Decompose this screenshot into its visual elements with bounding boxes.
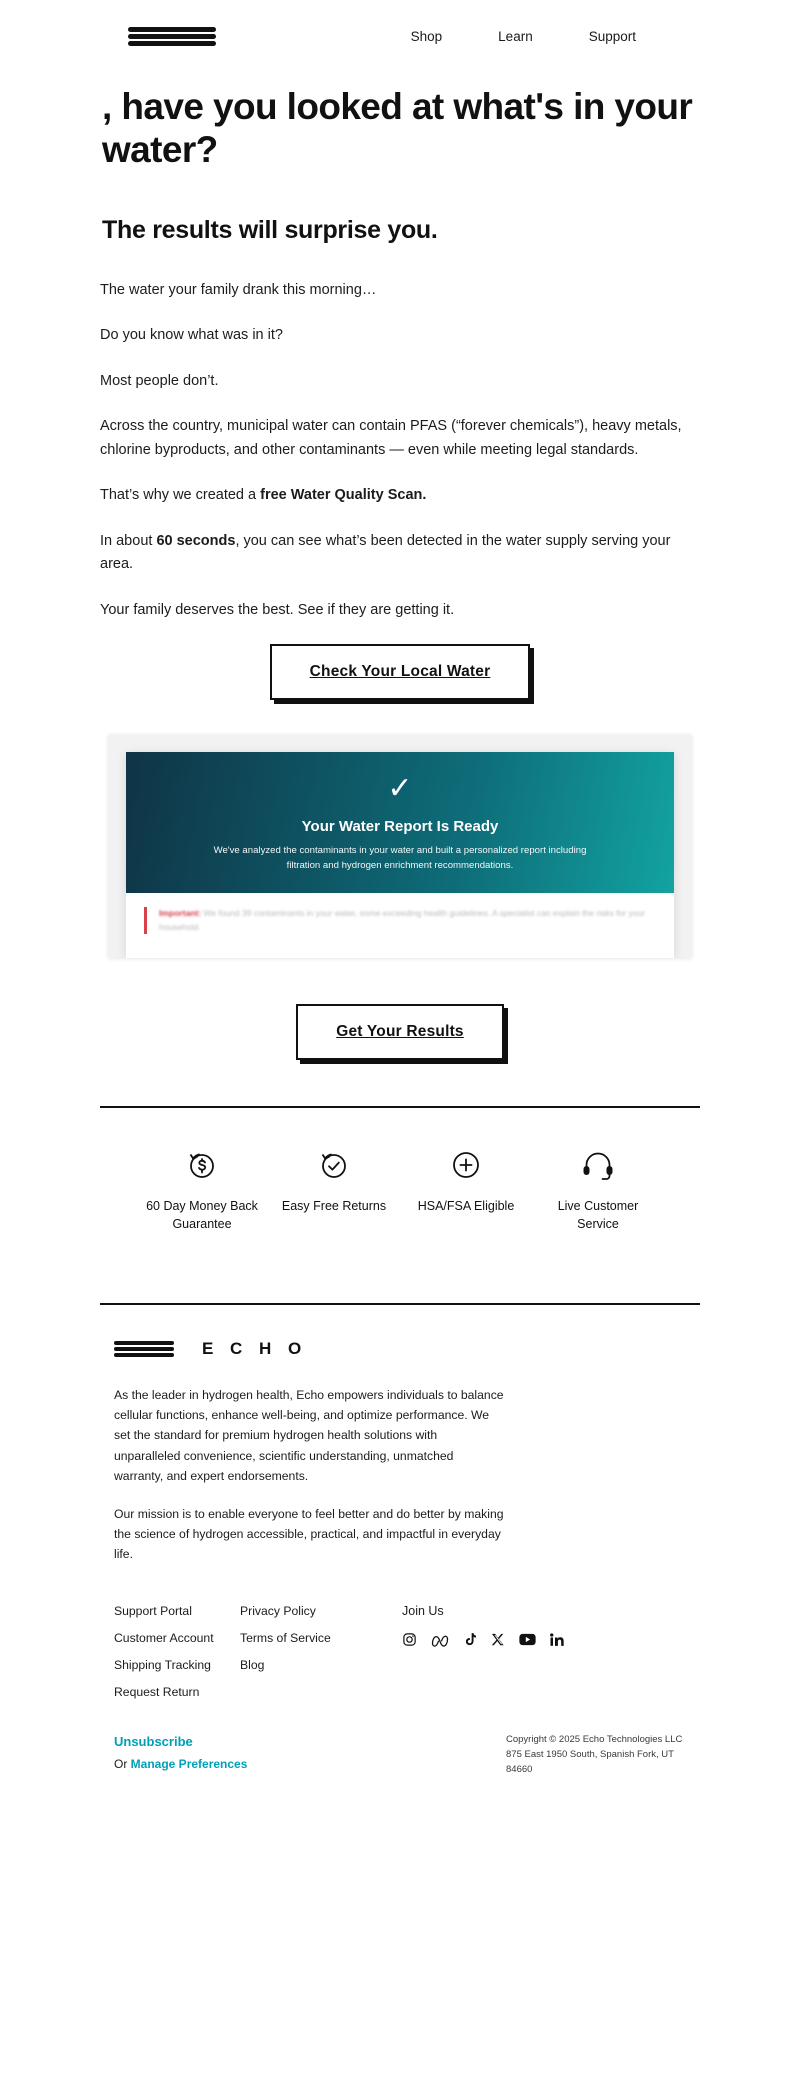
unsubscribe-block [114,1733,414,1771]
social-icons [402,1632,565,1649]
paragraph-6-post: , you can see what’s been detected in the water supply serving your area. [100,532,671,573]
footer-link-request-return[interactable]: Request Return [114,1685,200,1700]
copyright-block [506,1733,686,1777]
or-text: Or [114,1757,131,1772]
benefit-label: HSA/FSA Eligible [417,1199,515,1214]
social-column [402,1604,565,1699]
x-twitter-icon[interactable] [491,1633,505,1649]
benefit-returns [274,1144,394,1233]
report-alert [126,893,674,950]
nav-item-shop[interactable]: Shop [410,28,443,44]
footer-link-blog[interactable]: Blog [240,1658,265,1673]
page-subtitle: The results will surprise you. [102,215,438,244]
instagram-icon[interactable] [402,1632,417,1649]
benefit-money-back [142,1144,262,1233]
main-nav [411,29,636,44]
paragraph-6-emphasis: 60 seconds [156,532,236,549]
hero-section [100,64,700,245]
footer-link-terms-of-service[interactable]: Terms of Service [240,1631,331,1646]
report-subtitle: We've analyzed the contaminants in your water and built a personalized report including filtration and hydrogen enrichment recommendations. [213,845,587,871]
benefit-label: 60 Day Money Back Guarantee [146,1199,258,1231]
paragraph-3: Most people don’t. [100,372,219,389]
alert-label: Important: [159,907,202,918]
about-paragraph-2: Our mission is to enable everyone to feel better and do better by making the science of hydrogen accessible, practical, and impactful in everyday life. [114,1506,504,1562]
report-preview [100,734,700,958]
footer-wave-1 [114,1341,174,1345]
footer [100,1305,700,1777]
hsa-plus-icon [406,1144,526,1186]
footer-link-shipping-tracking[interactable]: Shipping Tracking [114,1658,211,1673]
company-address: 875 East 1950 South, Spanish Fork, UT 84660 [506,1748,674,1775]
paragraph-6 [100,530,700,577]
check-local-water-button[interactable]: Check Your Local Water [270,644,531,700]
echo-wave-logo[interactable] [128,22,218,50]
secondary-cta-wrap [296,1004,504,1060]
copyright-text: Copyright © 2025 Echo Technologies LLC [506,1734,683,1746]
tiktok-icon[interactable] [463,1632,477,1649]
benefit-customer-service [538,1144,658,1233]
youtube-icon[interactable] [519,1633,536,1648]
paragraph-5-emphasis: free Water Quality Scan. [260,487,427,504]
logo-wave-2 [128,34,216,39]
benefit-label: Easy Free Returns [281,1199,387,1214]
footer-logo-icon [114,1341,176,1357]
footer-links-column-1 [114,1604,240,1699]
footer-wordmark: E C H O [202,1339,308,1359]
check-icon: ✓ [387,772,413,806]
paragraph-5-pre: That’s why we created a [100,487,261,504]
alert-body [159,907,654,934]
footer-link-customer-account[interactable]: Customer Account [114,1631,214,1646]
paragraph-7: Your family deserves the best. See if they are getting it. [100,601,455,618]
nav-item-support[interactable]: Support [588,28,636,44]
paragraph-5 [100,484,700,507]
footer-links-column-2 [240,1604,366,1699]
returns-check-icon [274,1144,394,1186]
footer-wave-2 [114,1347,174,1351]
site-header [100,0,700,64]
paragraph-2: Do you know what was in it? [100,327,283,344]
primary-cta-row [100,644,700,700]
footer-bottom [100,1699,700,1777]
footer-columns [100,1582,700,1699]
report-card [126,752,674,958]
logo-wave-3 [128,41,216,46]
paragraph-1: The water your family drank this morning… [100,281,377,298]
benefits-row [100,1108,700,1263]
secondary-cta-row [100,1004,700,1060]
meta-icon[interactable] [431,1633,449,1649]
report-hero [126,752,674,893]
linkedin-icon[interactable] [550,1633,565,1649]
headset-icon [538,1144,658,1186]
alert-accent-bar [144,907,147,934]
about-paragraph-1: As the leader in hydrogen health, Echo empowers individuals to balance cellular functions, enhance well-being, and optimize performance. We set the standard for premium hydrogen health solutions with unparalleled convenience, scientific understanding, unmatched warranty, and expert endorsements. [114,1388,504,1483]
body-copy [100,245,700,622]
page-title: , have you looked at what's in your water? [102,86,693,170]
paragraph-4: Across the country, municipal water can contain PFAS (“forever chemicals”), heavy metals, chlorine byproducts, and other contaminants — even while meeting legal standards. [100,418,682,458]
footer-link-support-portal[interactable]: Support Portal [114,1604,192,1619]
benefit-label: Live Customer Service [557,1199,639,1231]
benefit-hsa-fsa [406,1144,526,1233]
footer-about [100,1359,520,1564]
logo-wave-1 [128,27,216,32]
join-us-label: Join Us [402,1604,444,1619]
footer-wave-3 [114,1353,174,1357]
unsubscribe-link[interactable]: Unsubscribe [114,1734,193,1750]
primary-cta-wrap [270,644,531,700]
get-your-results-button[interactable]: Get Your Results [296,1004,504,1060]
alert-message: We found 39 contaminants in your water, some exceeding health guidelines. A specialist can explain the risks for your household. [159,907,646,932]
manage-preferences-row [114,1757,414,1771]
paragraph-6-pre: In about [100,532,157,549]
footer-link-privacy-policy[interactable]: Privacy Policy [240,1604,316,1619]
footer-brand [100,1339,700,1359]
manage-preferences-link[interactable]: Manage Preferences [130,1757,248,1772]
report-frame [108,734,692,958]
money-back-icon [142,1144,262,1186]
report-title: Your Water Report Is Ready [301,818,499,836]
nav-item-learn[interactable]: Learn [498,28,533,44]
